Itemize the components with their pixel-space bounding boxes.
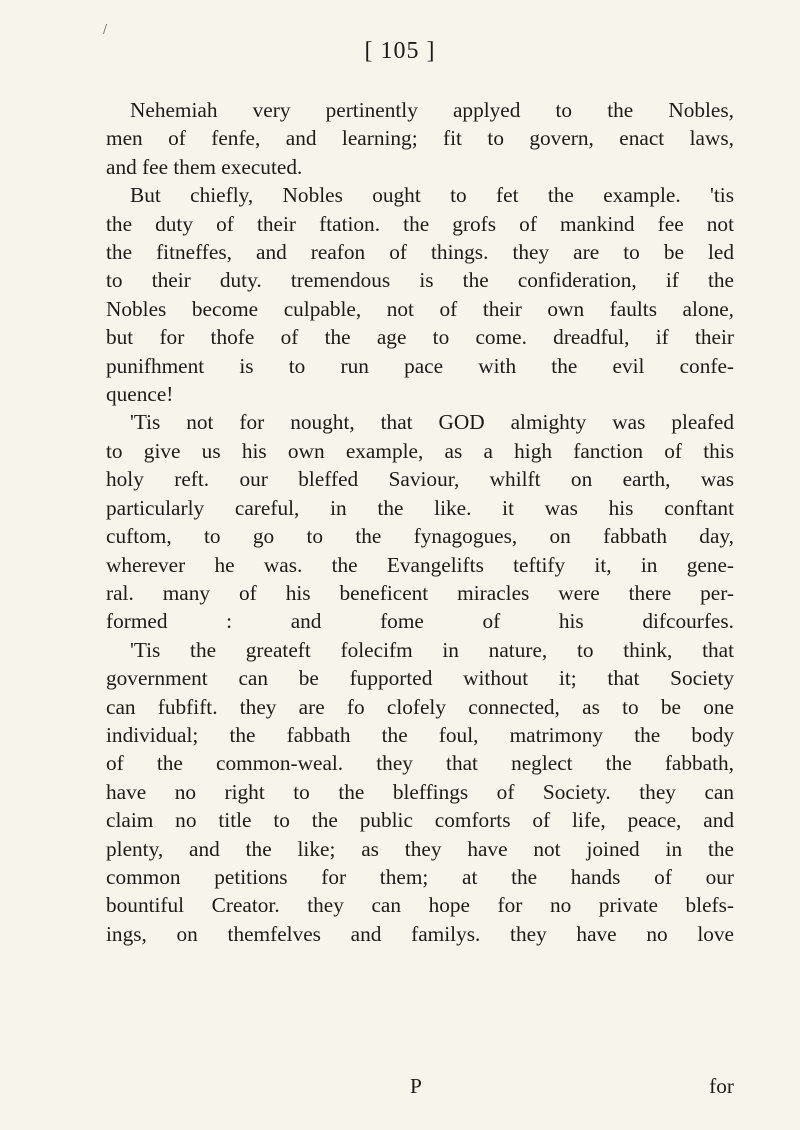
- text-line: the duty of their ftation. the grofs of mankind fee not: [106, 211, 734, 236]
- paragraph-2: [106, 181, 734, 408]
- text-line: but for thofe of the age to come. dreadful, if their: [106, 325, 734, 350]
- text-line: Nehemiah very pertinently applyed to the Nobles,: [130, 98, 734, 122]
- text-line: ral. many of his beneficent miracles were there per-: [106, 580, 734, 605]
- text-line: ings, on themfelves and familys. they have no love: [106, 921, 734, 946]
- text-line: government can be fupported without it; that Society: [106, 666, 734, 691]
- text-line: particularly careful, in the like. it was his conftant: [106, 495, 734, 520]
- text-line: plenty, and the like; as they have not joined in the: [106, 836, 734, 861]
- text-line: individual; the fabbath the foul, matrimony the body: [106, 722, 734, 747]
- text-line: the fitneffes, and reafon of things. they are to be led: [106, 240, 734, 265]
- text-line: common petitions for them; at the hands of our: [106, 864, 734, 889]
- text-line: to their duty. tremendous is the confideration, if the: [106, 268, 734, 293]
- signature-mark: P: [410, 1074, 422, 1098]
- text-line: formed : and fome of his difcourfes.: [106, 609, 734, 634]
- text-line: 'Tis the greateft folecifm in nature, to think, that: [130, 637, 734, 662]
- text-line: wherever he was. the Evangelifts teftify it, in gene-: [106, 552, 734, 577]
- text-line: punifhment is to run pace with the evil confe-: [106, 353, 734, 378]
- paragraph-1: [106, 96, 734, 181]
- catchword: for: [709, 1074, 734, 1098]
- text-line: of the common-weal. they that neglect the fabbath,: [106, 751, 734, 776]
- text-line: But chiefly, Nobles ought to fet the example. 'tis: [130, 183, 734, 208]
- text-line: men of fenfe, and learning; fit to govern, enact laws,: [106, 126, 734, 151]
- text-line: to give us his own example, as a high fanction of this: [106, 438, 734, 463]
- paragraph-3: [106, 408, 734, 635]
- text-line: and fee them executed.: [106, 154, 303, 179]
- text-line: have no right to the bleffings of Society. they can: [106, 779, 734, 804]
- paragraph-4: [106, 636, 734, 948]
- margin-mark: /: [103, 22, 108, 36]
- text-line: claim no title to the public comforts of life, peace, and: [106, 808, 734, 833]
- page-number-header: [ 105 ]: [364, 38, 436, 64]
- body-text: [106, 96, 734, 948]
- text-line: cuftom, to go to the fynagogues, on fabbath day,: [106, 524, 734, 549]
- text-line: Nobles become culpable, not of their own faults alone,: [106, 296, 734, 321]
- text-line: can fubfift. they are fo clofely connected, as to be one: [106, 694, 734, 719]
- text-line: 'Tis not for nought, that GOD almighty was pleafed: [130, 410, 734, 435]
- text-line: holy reft. our bleffed Saviour, whilft on earth, was: [106, 467, 734, 492]
- text-line: quence!: [106, 382, 174, 407]
- text-line: bountiful Creator. they can hope for no private blefs-: [106, 893, 734, 918]
